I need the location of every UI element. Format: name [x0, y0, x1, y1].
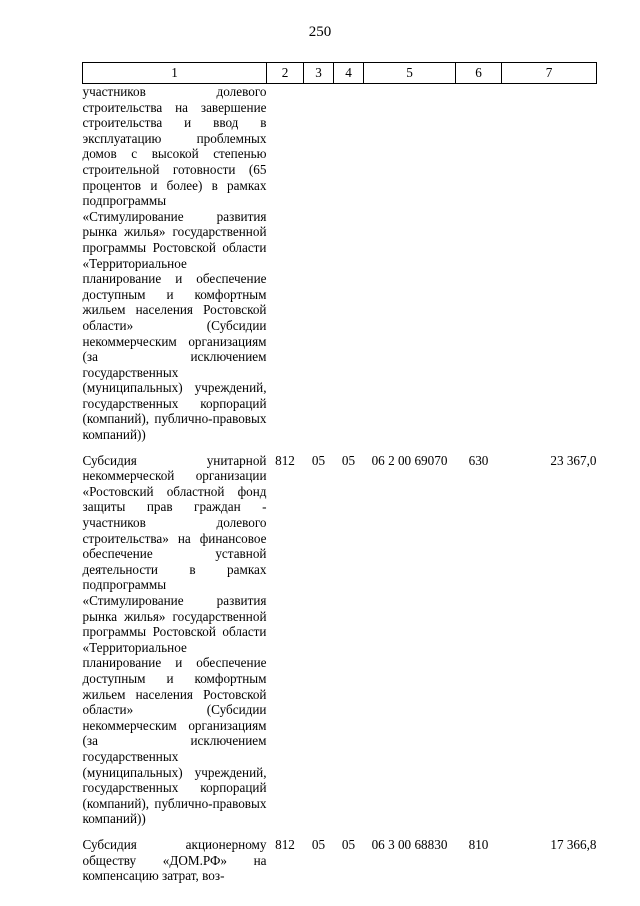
row-description: участников долевого строительства на завершение строительства и ввод в эксплуатацию проблемных домов с высокой степенью строительной готовности (65 процентов и более) в рамках подпрограммы «Стимулирование развития рынка жилья» государственной программы Ростовской области «Территориальное планирование и обеспечение доступным и комфортным жильем населения Ростовской области» (Субсидии некоммерческим организациям (за исключением государственных (муниципальных) учреждений, государственных корпораций (компаний), публично-правовых компаний)) [82, 84, 267, 443]
row-target-article [364, 84, 456, 443]
table-row [83, 827, 597, 884]
row-subsection-code: 05 [341, 452, 356, 468]
column-header: 2 [267, 63, 304, 84]
row-subsection-code: 05 [341, 836, 356, 852]
row-amount: 17 366,8 [550, 836, 597, 852]
row-section-code [304, 84, 334, 443]
page-number: 250 [308, 24, 332, 40]
row-description: Субсидия акционерному обществу «ДОМ.РФ» на компенсацию затрат, воз- [82, 836, 267, 884]
table-row [83, 84, 597, 443]
column-header: 6 [456, 63, 502, 84]
row-target-article: 06 2 00 69070 [371, 452, 448, 468]
row-expense-type [456, 84, 502, 443]
row-amount: 23 367,0 [550, 452, 597, 468]
row-section-code: 05 [311, 452, 326, 468]
column-header: 4 [334, 63, 364, 84]
row-target-article: 06 3 00 68830 [371, 836, 448, 852]
row-ministry-code: 812 [275, 836, 295, 852]
budget-table [82, 62, 597, 884]
row-subsection-code [334, 84, 364, 443]
column-header: 3 [304, 63, 334, 84]
row-section-code: 05 [311, 836, 326, 852]
column-header: 7 [502, 63, 597, 84]
row-ministry-code: 812 [275, 452, 295, 468]
row-expense-type: 630 [468, 452, 489, 468]
row-expense-type: 810 [468, 836, 489, 852]
table-row [83, 443, 597, 827]
table-header-row [83, 63, 597, 84]
column-header: 1 [83, 63, 267, 84]
column-header: 5 [364, 63, 456, 84]
row-description: Субсидия унитарной некоммерческой организации «Ростовский областной фонд защиты прав граждан - участников долевого строительства» на финансовое обеспечение уставной деятельности в рамках подпрограммы «Стимулирование развития рынка жилья» государственной программы Ростовской области «Территориальное планирование и обеспечение доступным и комфортным жильем населения Ростовской области» (Субсидии некоммерческим организациям (за исключением государственных (муниципальных) учреждений, государственных корпораций (компаний), публично-правовых компаний)) [82, 452, 267, 827]
row-amount [502, 84, 597, 443]
row-ministry-code [267, 84, 304, 443]
